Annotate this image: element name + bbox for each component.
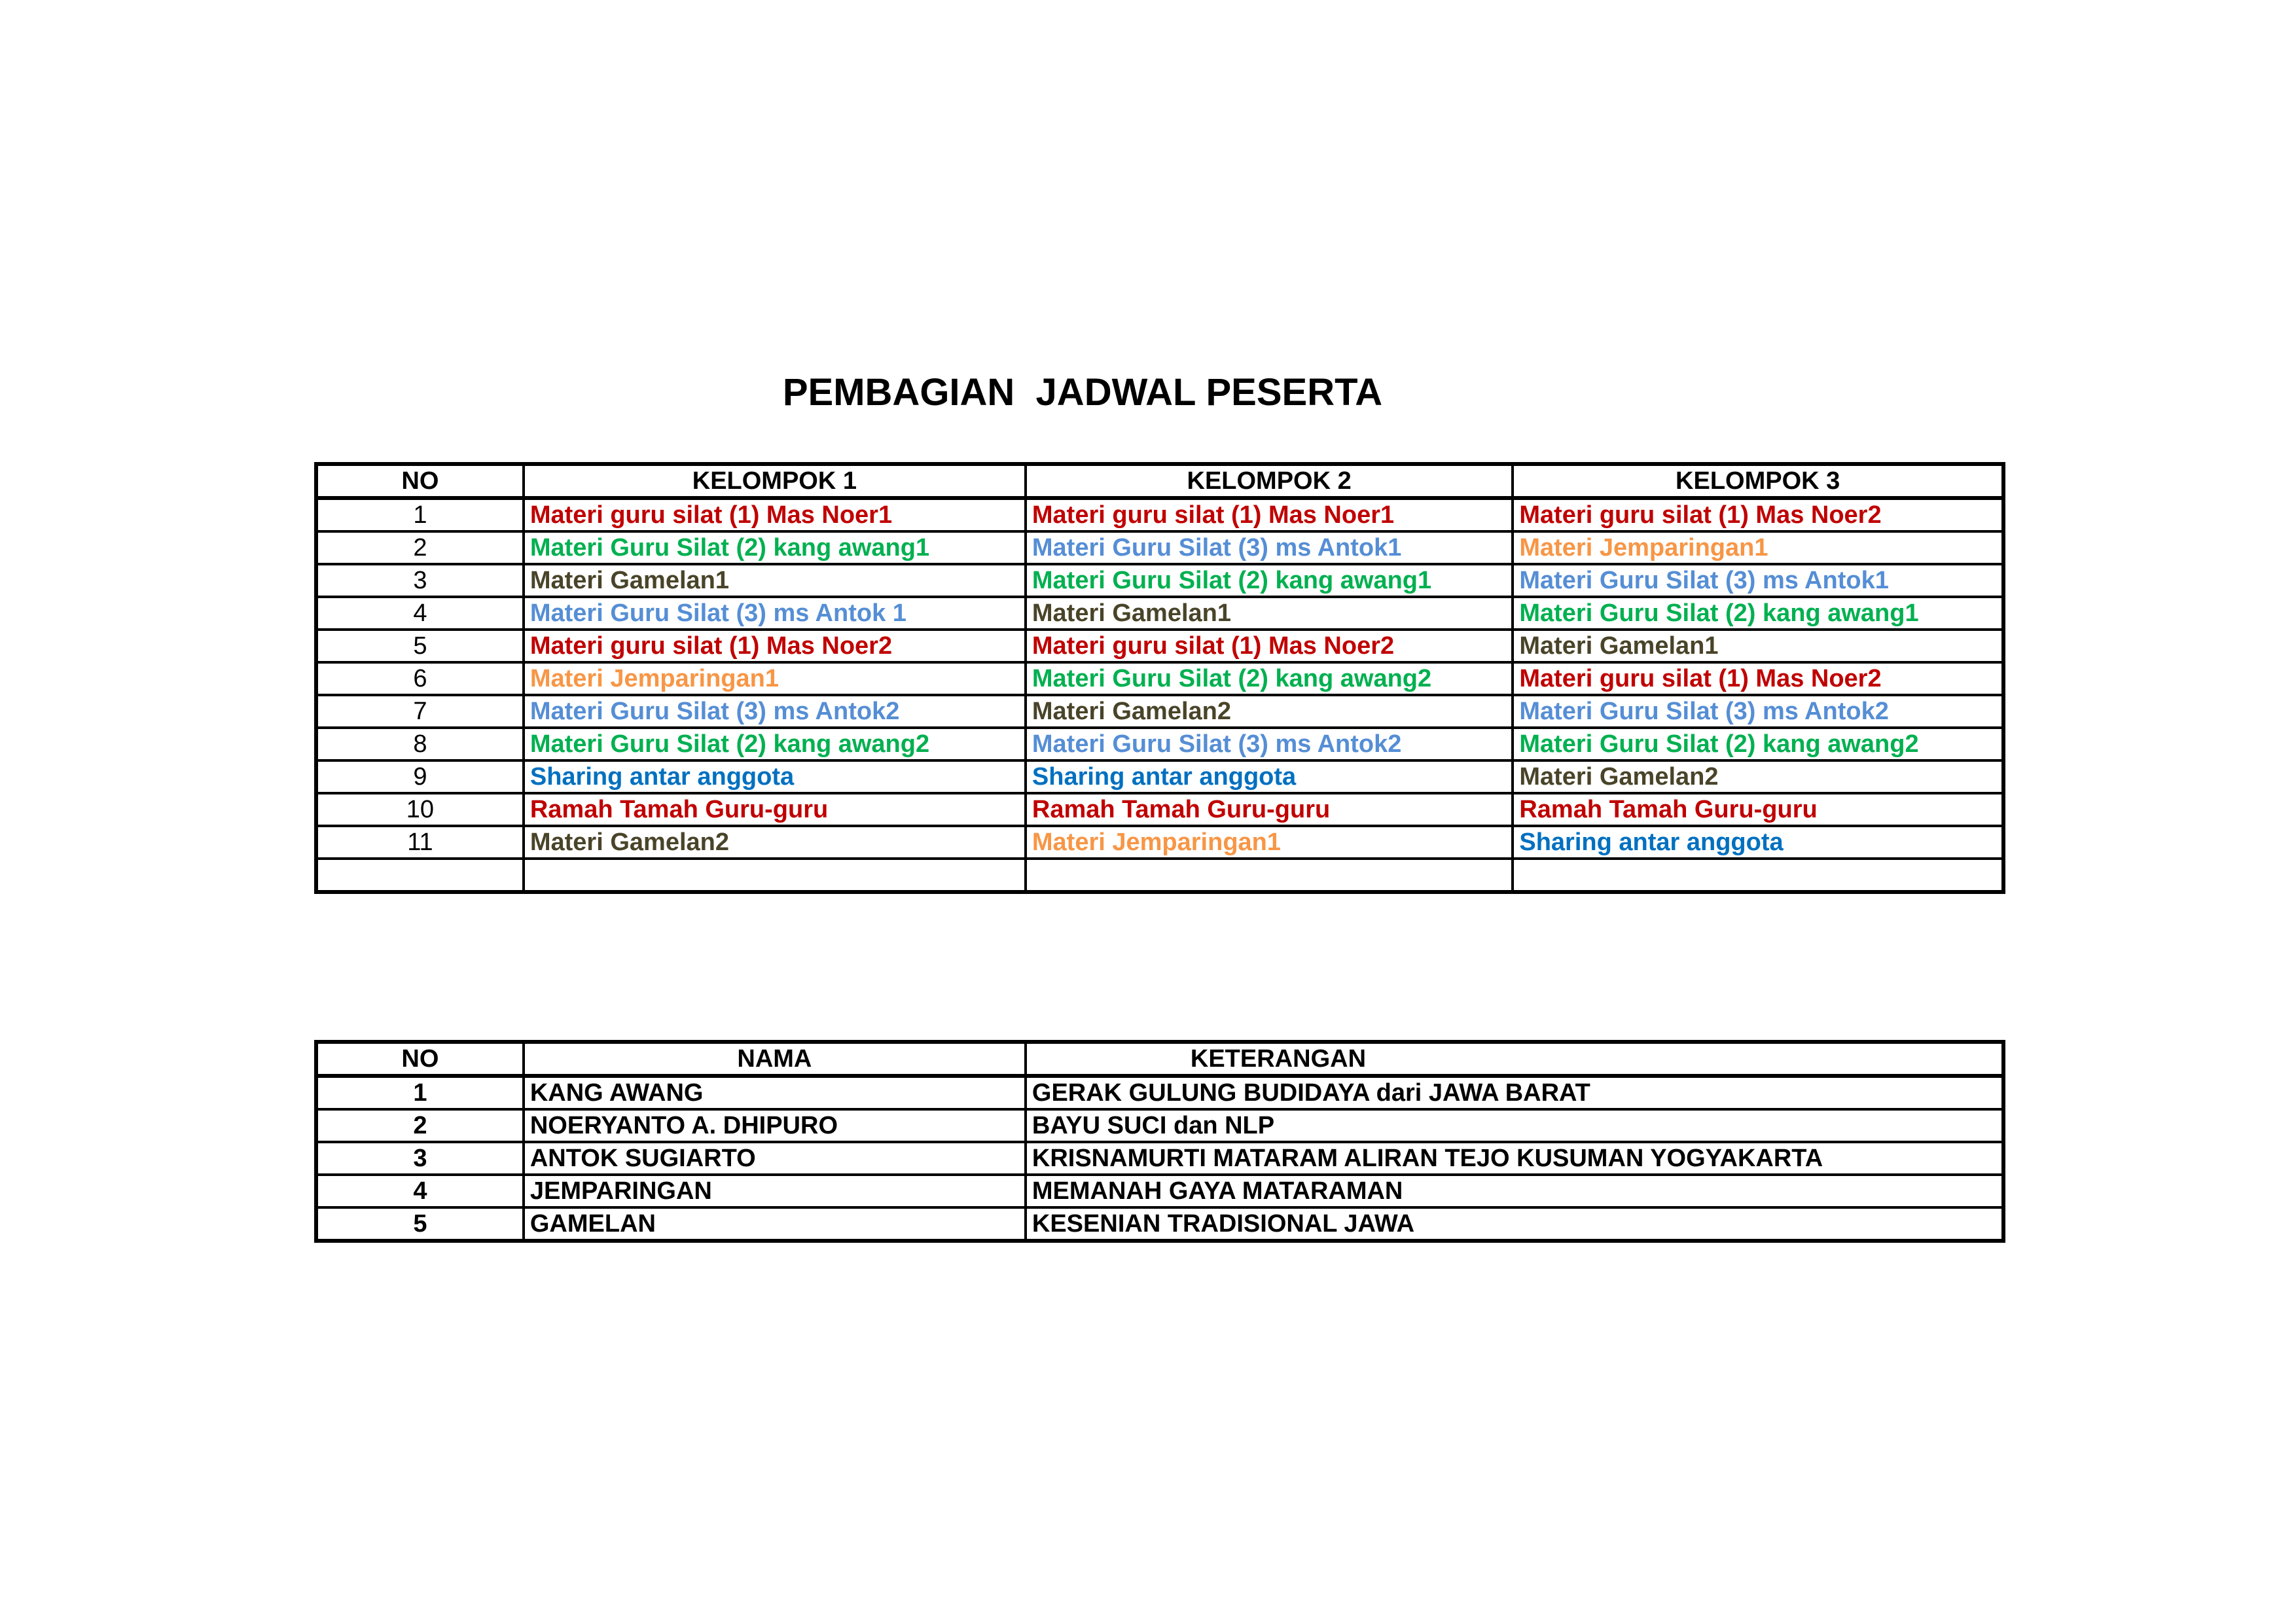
schedule-cell: Materi Gamelan1 xyxy=(524,564,1026,597)
schedule-cell: Materi guru silat (1) Mas Noer2 xyxy=(1026,630,1513,662)
empty-cell xyxy=(524,859,1026,892)
table-row xyxy=(316,728,2003,760)
schedule-cell: Materi Jemparingan1 xyxy=(1513,531,2003,564)
row-number: 8 xyxy=(316,728,524,760)
row-number: 3 xyxy=(316,564,524,597)
row-number: 6 xyxy=(316,662,524,695)
legend-nama: KANG AWANG xyxy=(524,1076,1026,1109)
table-row xyxy=(316,793,2003,826)
header-nama: NAMA xyxy=(524,1042,1026,1076)
schedule-cell: Materi Guru Silat (3) ms Antok2 xyxy=(1513,695,2003,728)
schedule-cell: Materi guru silat (1) Mas Noer2 xyxy=(524,630,1026,662)
table-row xyxy=(316,531,2003,564)
legend-nama: NOERYANTO A. DHIPURO xyxy=(524,1109,1026,1142)
schedule-cell: Ramah Tamah Guru-guru xyxy=(1026,793,1513,826)
row-number: 9 xyxy=(316,760,524,793)
schedule-cell: Materi Guru Silat (3) ms Antok2 xyxy=(1026,728,1513,760)
legend-header-row xyxy=(316,1042,2003,1076)
legend-keterangan: KRISNAMURTI MATARAM ALIRAN TEJO KUSUMAN YOGYAKARTA xyxy=(1026,1142,2003,1175)
schedule-cell: Materi Gamelan2 xyxy=(1513,760,2003,793)
legend-keterangan: MEMANAH GAYA MATARAMAN xyxy=(1026,1175,2003,1207)
schedule-cell: Materi Gamelan1 xyxy=(1513,630,2003,662)
schedule-cell: Materi guru silat (1) Mas Noer1 xyxy=(524,498,1026,531)
empty-row xyxy=(316,859,2003,892)
legend-nama: JEMPARINGAN xyxy=(524,1175,1026,1207)
legend-keterangan: BAYU SUCI dan NLP xyxy=(1026,1109,2003,1142)
header-keterangan: KETERANGAN xyxy=(1026,1042,2003,1076)
row-number: 3 xyxy=(316,1142,524,1175)
table-row xyxy=(316,564,2003,597)
empty-cell xyxy=(1026,859,1513,892)
row-number: 2 xyxy=(316,1109,524,1142)
table-row xyxy=(316,1175,2003,1207)
table-row xyxy=(316,826,2003,859)
table-row xyxy=(316,662,2003,695)
schedule-cell: Materi Gamelan1 xyxy=(1026,597,1513,630)
schedule-cell: Materi Guru Silat (3) ms Antok2 xyxy=(524,695,1026,728)
header-no: NO xyxy=(316,1042,524,1076)
schedule-cell: Materi Guru Silat (2) kang awang2 xyxy=(1513,728,2003,760)
header-kelompok-1: KELOMPOK 1 xyxy=(524,464,1026,498)
schedule-cell: Ramah Tamah Guru-guru xyxy=(524,793,1026,826)
table-row xyxy=(316,597,2003,630)
empty-cell xyxy=(1513,859,2003,892)
header-kelompok-2: KELOMPOK 2 xyxy=(1026,464,1513,498)
schedule-cell: Materi guru silat (1) Mas Noer2 xyxy=(1513,662,2003,695)
schedule-cell: Materi Gamelan2 xyxy=(524,826,1026,859)
schedule-cell: Materi Guru Silat (2) kang awang1 xyxy=(1513,597,2003,630)
schedule-cell: Sharing antar anggota xyxy=(524,760,1026,793)
row-number: 10 xyxy=(316,793,524,826)
legend-table xyxy=(314,1040,2005,1243)
schedule-header-row xyxy=(316,464,2003,498)
row-number: 1 xyxy=(316,1076,524,1109)
schedule-cell: Materi Guru Silat (3) ms Antok 1 xyxy=(524,597,1026,630)
table-row xyxy=(316,498,2003,531)
row-number: 5 xyxy=(316,630,524,662)
schedule-cell: Materi Guru Silat (3) ms Antok1 xyxy=(1513,564,2003,597)
table-row xyxy=(316,1142,2003,1175)
schedule-cell: Materi Guru Silat (2) kang awang2 xyxy=(1026,662,1513,695)
table-row xyxy=(316,1076,2003,1109)
schedule-table xyxy=(314,462,2005,894)
schedule-cell: Materi guru silat (1) Mas Noer2 xyxy=(1513,498,2003,531)
row-number: 7 xyxy=(316,695,524,728)
row-number: 1 xyxy=(316,498,524,531)
table-row xyxy=(316,630,2003,662)
schedule-cell: Materi Jemparingan1 xyxy=(1026,826,1513,859)
row-number: 11 xyxy=(316,826,524,859)
schedule-cell: Materi Guru Silat (2) kang awang2 xyxy=(524,728,1026,760)
legend-keterangan: KESENIAN TRADISIONAL JAWA xyxy=(1026,1207,2003,1241)
legend-keterangan: GERAK GULUNG BUDIDAYA dari JAWA BARAT xyxy=(1026,1076,2003,1109)
table-row xyxy=(316,1207,2003,1241)
table-row xyxy=(316,1109,2003,1142)
schedule-cell: Materi Jemparingan1 xyxy=(524,662,1026,695)
legend-nama: ANTOK SUGIARTO xyxy=(524,1142,1026,1175)
page-title: PEMBAGIAN JADWAL PESERTA xyxy=(782,371,1383,414)
schedule-cell: Materi Guru Silat (2) kang awang1 xyxy=(1026,564,1513,597)
schedule-cell: Materi guru silat (1) Mas Noer1 xyxy=(1026,498,1513,531)
schedule-cell: Materi Guru Silat (3) ms Antok1 xyxy=(1026,531,1513,564)
header-no: NO xyxy=(316,464,524,498)
schedule-cell: Sharing antar anggota xyxy=(1513,826,2003,859)
row-number: 4 xyxy=(316,597,524,630)
empty-cell xyxy=(316,859,524,892)
schedule-cell: Materi Guru Silat (2) kang awang1 xyxy=(524,531,1026,564)
legend-nama: GAMELAN xyxy=(524,1207,1026,1241)
schedule-cell: Materi Gamelan2 xyxy=(1026,695,1513,728)
table-row xyxy=(316,760,2003,793)
schedule-cell: Ramah Tamah Guru-guru xyxy=(1513,793,2003,826)
header-kelompok-3: KELOMPOK 3 xyxy=(1513,464,2003,498)
row-number: 4 xyxy=(316,1175,524,1207)
row-number: 2 xyxy=(316,531,524,564)
row-number: 5 xyxy=(316,1207,524,1241)
table-row xyxy=(316,695,2003,728)
schedule-cell: Sharing antar anggota xyxy=(1026,760,1513,793)
